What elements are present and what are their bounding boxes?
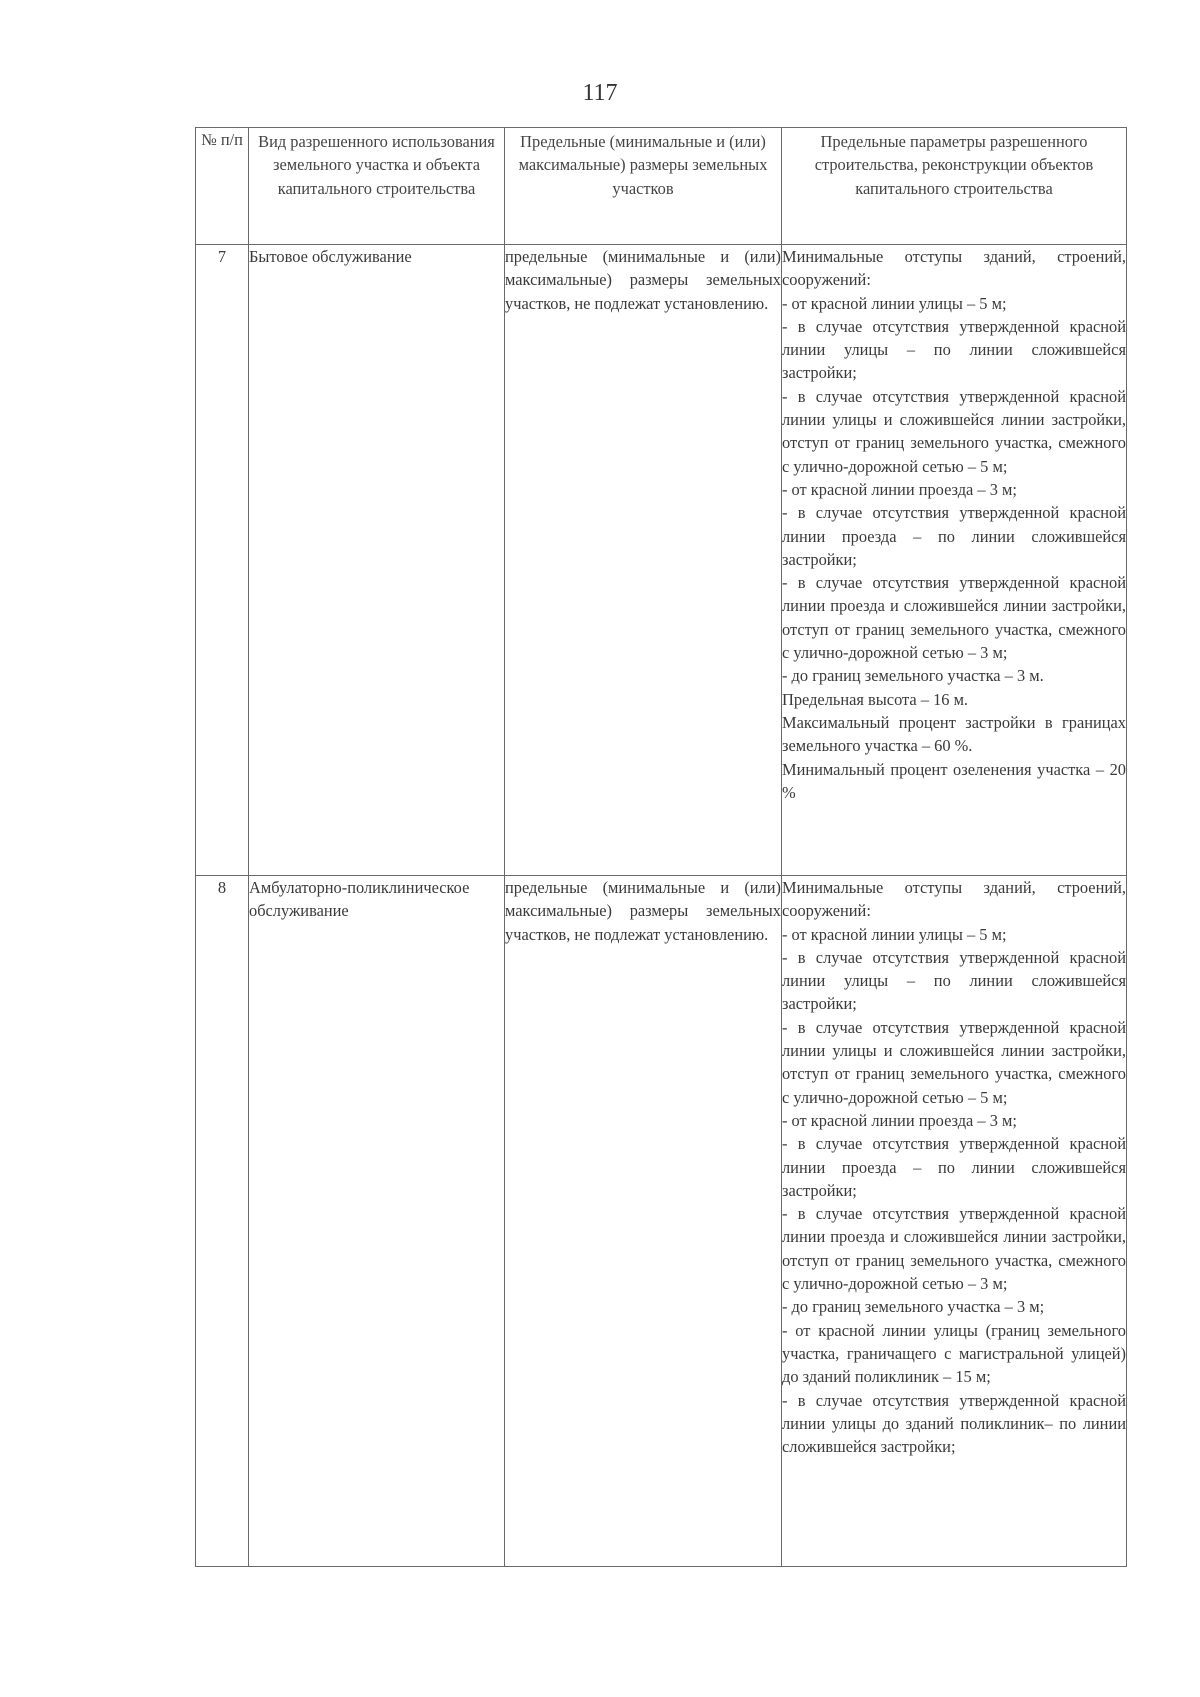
param-line: Предельная высота – 16 м. [782, 689, 969, 709]
param-line: Минимальные отступы зданий, строений, сооружений: [782, 247, 1126, 290]
header-use-kind: Вид разрешенного использования земельного участка и объекта капитального строительства [249, 128, 505, 245]
param-line: - в случае отсутствия утвержденной красной линии улицы и сложившейся линии застройки, отступ от границ земельного участка, смежного с улично-дорожной сетью – 5 м; [782, 386, 1126, 476]
land-use-table [195, 127, 1127, 1567]
table-row [196, 245, 1127, 876]
header-plot-sizes: Предельные (минимальные и (или) максимальные) размеры земельных участков [505, 128, 782, 245]
param-line: - в случае отсутствия утвержденной красной линии проезда и сложившейся линии застройки, отступ от границ земельного участка, смежного с улично-дорожной сетью – 3 м; [782, 573, 1126, 663]
row-number: 7 [196, 245, 249, 876]
param-line: - в случае отсутствия утвержденной красной линии проезда – по линии сложившейся застройки; [782, 1134, 1126, 1200]
param-line: Минимальные отступы зданий, строений, сооружений: [782, 878, 1126, 921]
use-kind-cell: Бытовое обслуживание [249, 245, 505, 876]
use-kind-cell: Амбулаторно-поликлиническое обслуживание [249, 876, 505, 1567]
param-line: - от красной линии проезда – 3 м; [782, 1110, 1017, 1130]
header-num: № п/п [196, 128, 249, 245]
param-line: - от красной линии улицы – 5 м; [782, 924, 1007, 944]
param-line: - от красной линии улицы – 5 м; [782, 293, 1007, 313]
param-line: - до границ земельного участка – 3 м. [782, 666, 1044, 686]
table-row [196, 876, 1127, 1567]
page-number: 117 [582, 80, 618, 106]
param-line: - от красной линии улицы (границ земельного участка, граничащего с магистральной улицей) до зданий поликлиник – 15 м; [782, 1320, 1126, 1387]
param-line: - в случае отсутствия утвержденной красной линии улицы – по линии сложившейся застройки; [782, 947, 1126, 1014]
table-header-row [196, 128, 1127, 245]
param-line: - в случае отсутствия утвержденной красной линии улицы до зданий поликлиник– по линии сложившейся застройки; [782, 1390, 1126, 1457]
param-line: - в случае отсутствия утвержденной красной линии проезда – по линии сложившейся застройки; [782, 503, 1126, 569]
param-line: Максимальный процент застройки в границах земельного участка – 60 %. [782, 712, 1126, 756]
param-line: - в случае отсутствия утвержденной красной линии улицы и сложившейся линии застройки, отступ от границ земельного участка, смежного с улично-дорожной сетью – 5 м; [782, 1017, 1126, 1107]
param-line: Минимальный процент озеленения участка – 20 % [782, 759, 1126, 802]
row-number: 8 [196, 876, 249, 1567]
params-cell [782, 245, 1127, 876]
param-line: - до границ земельного участка – 3 м; [782, 1297, 1045, 1317]
params-cell [782, 876, 1127, 1567]
param-line: - в случае отсутствия утвержденной красной линии проезда и сложившейся линии застройки, отступ от границ земельного участка, смежного с улично-дорожной сетью – 3 м; [782, 1204, 1126, 1294]
plot-size-cell: предельные (минимальные и (или) максимальные) размеры земельных участков, не подлежат установлению. [505, 876, 782, 1567]
param-line: - от красной линии проезда – 3 м; [782, 479, 1017, 499]
param-line: - в случае отсутствия утвержденной красной линии улицы – по линии сложившейся застройки; [782, 316, 1126, 383]
plot-size-cell: предельные (минимальные и (или) максимальные) размеры земельных участков, не подлежат установлению. [505, 245, 782, 876]
header-build-params: Предельные параметры разрешенного строительства, реконструкции объектов капитального строительства [782, 128, 1127, 245]
